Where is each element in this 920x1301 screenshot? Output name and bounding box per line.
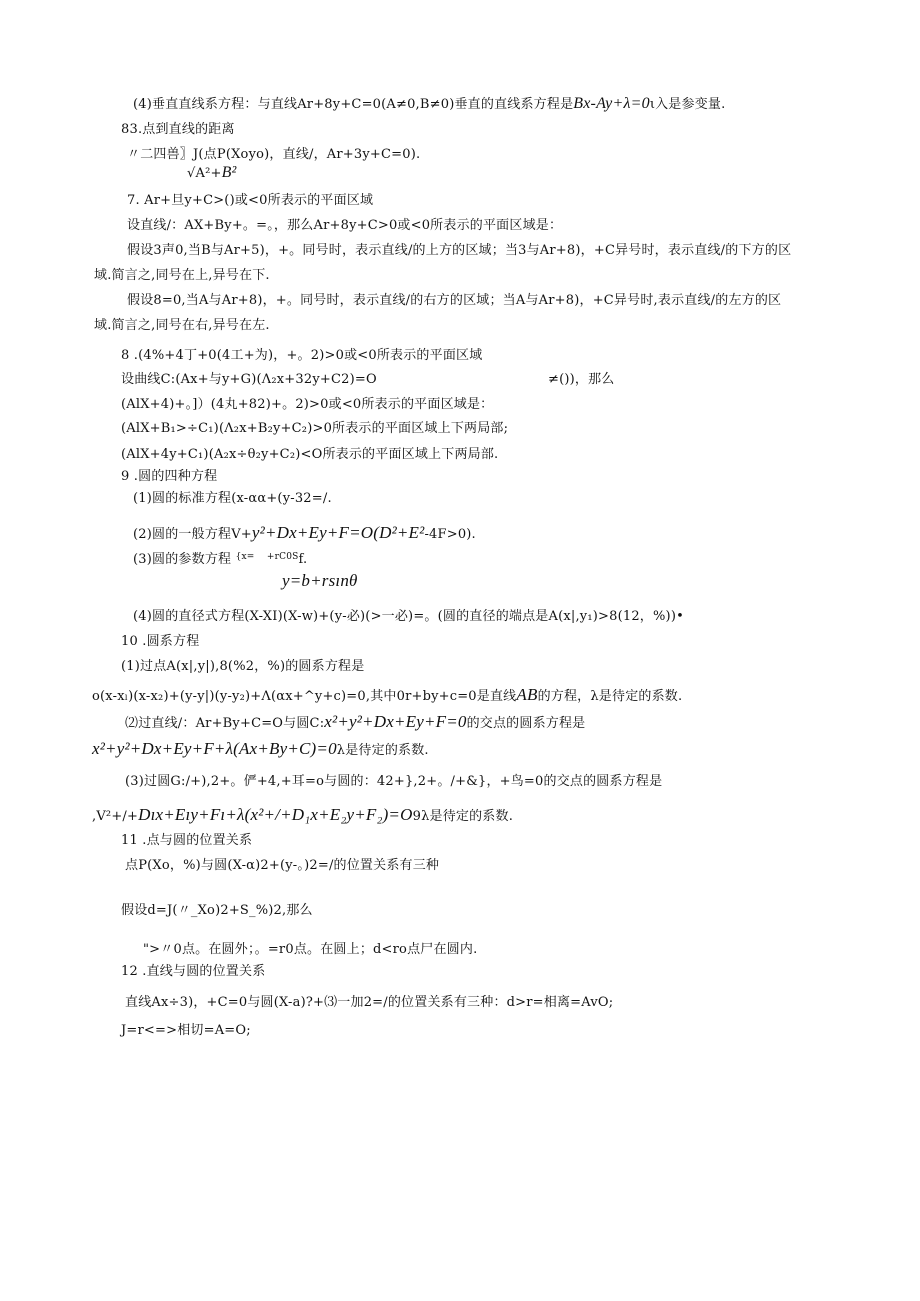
line-circle-parametric-y: y=b+rsınθ (282, 571, 358, 590)
line-point-circle-cases: ">〃0点。在圆外；。=r0点。在圆上；d<ro点尸在圆内. (143, 942, 478, 957)
line-line-circle-tangent: J=r<=>相切=A=O; (121, 1023, 251, 1038)
line-product-region-statement: (AlX+4)+。]）(4丸+82)+。2)>0或<0所表示的平面区域是： (121, 397, 494, 412)
line-family-line-circle-eq: x²+y²+Dx+Ey+F+λ(Ax+By+C)=0λ是待定的系数. (92, 739, 429, 758)
heading-line-circle: 12 .直线与圆的位置关系 (121, 964, 266, 979)
line-product-region-positive: (AlX+B₁>÷C₁)(Λ₂x+B₂y+C₂)>0所表示的平面区域上下两局部; (121, 421, 509, 436)
line-family-line-circle: ⑵过直线/：Ar+By+C=O与圆C:x²+y²+Dx+Ey+F=0的交点的圆系方程是 (125, 712, 586, 731)
line-circle-standard: (1)圆的标准方程(x-αα+(y-32=/. (133, 491, 332, 506)
line-distance-denominator: √A²+B² (187, 164, 237, 181)
heading-product-region: 8 .(4%+4丁+0(4工+为)，+。2)>0或<0所表示的平面区域 (121, 348, 483, 363)
line-curve-condition: ≠())，那么 (548, 372, 615, 387)
line-family-two-circles-eq: ,V²+/+Dıx+Eıy+Fı+λ(x²+/+D₁x+E₂y+F₂)=O9λ是待定的系数. (92, 805, 514, 824)
line-region-case-b-summary: 域.简言之,同号在上,异号在下. (94, 268, 270, 283)
line-family-through-points-eq: o(x-xₗ)(x-x₂)+(y-y|)(y-y₂)+Λ(αx+^y+c)=0,其中0r+by+c=0是直线AB的方程，λ是待定的系数. (92, 685, 683, 704)
line-region-case-a-summary: 域.简言之,同号在右,异号在左. (94, 318, 270, 333)
line-line-circle-relation: 直线Ax÷3)，+C=0与圆(X-a)?+⑶一加2=/的位置关系有三种：d>r=相离=AvO; (125, 995, 614, 1010)
line-region-case-b: 假设3声0,当B与Ar+5)，+。同号时，表示直线/的上方的区域；当3与Ar+8)，+C异号时，表示直线/的下方的区 (127, 243, 792, 258)
line-perpendicular-family: (4)垂直直线系方程：与直线Ar+8y+C=0(A≠0,B≠0)垂直的直线系方程是Bx-Ay+λ=0ι入是参变量. (133, 95, 726, 112)
heading-point-circle: 11 .点与圆的位置关系 (121, 833, 253, 848)
line-family-through-points: (1)过点A(x|,y|),8(%2，%)的圆系方程是 (121, 659, 365, 674)
line-point-circle-distance: 假设d=J(〃_Xo)2+S_%)2,那么 (121, 903, 313, 918)
line-curve-definition: 设曲线C:(Ax+与y+G)(Λ₂x+32y+C2)=O (121, 372, 377, 387)
line-family-two-circles: (3)过圆G:/+),2+。俨+4,+耳=o与圆的：42+},2+。/+&}，+鸟=0的交点的圆系方程是 (125, 774, 663, 789)
line-circle-parametric: (3)圆的参数方程 $^{\{x=}$ $^{+rC0S}$f. (133, 552, 308, 567)
line-circle-diameter: (4)圆的直径式方程(X-XI)(X-w)+(y-必)(>一必)=。(圆的直径的端点是A(x|,y₁)>8(12，%))• (133, 609, 684, 624)
line-point-circle-relation: 点P(Xo，%)与圆(X-α)2+(y-。)2=/的位置关系有三种 (125, 858, 440, 873)
line-region-definition: 设直线/：AX+By+。=。，那么Ar+8y+C>0或<0所表示的平面区域是： (127, 218, 563, 233)
heading-linear-region: 7. Ar+旦y+C>()或<0所表示的平面区域 (127, 193, 374, 208)
heading-circle-equations: 9 .圆的四种方程 (121, 469, 218, 484)
line-distance-formula: 〃二四兽〗J(点P(Xoyo)，直线/，Ar+3y+C=0). (127, 147, 421, 162)
heading-circle-family: 10 .圆系方程 (121, 634, 200, 649)
line-region-case-a: 假设8=0,当A与Ar+8)，+。同号时，表示直线/的右方的区域；当A与Ar+8)，+C异号时,表示直线/的左方的区 (127, 293, 782, 308)
line-circle-general: (2)圆的一般方程V+y²+Dx+Ey+F=O(D²+E²-4F>0). (133, 523, 476, 542)
heading-point-line-distance: 83.点到直线的距离 (121, 122, 235, 137)
line-product-region-negative: (AlX+4y+C₁)(A₂x÷θ₂y+C₂)<O所表示的平面区域上下两局部. (121, 447, 499, 462)
